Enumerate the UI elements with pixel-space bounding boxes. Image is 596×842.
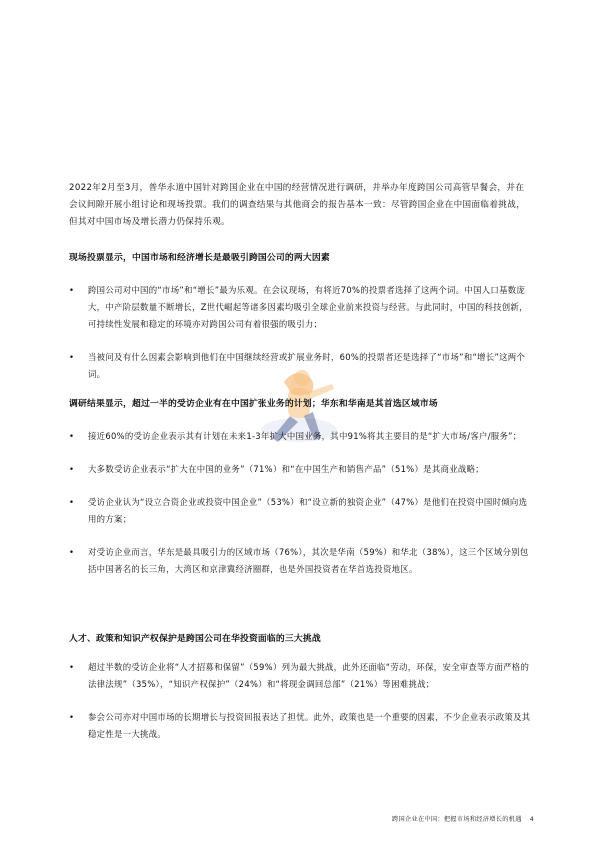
bullet-dot: •: [69, 431, 75, 441]
bullet-dot: •: [69, 712, 75, 722]
section-heading-1: 现场投票显示，中国市场和经济增长是最吸引跨国公司的两大因素: [69, 253, 330, 263]
bullet-dot: •: [69, 547, 75, 557]
section-heading-2: 调研结果显示，超过一半的受访企业有在中国扩张业务的计划；华东和华南是其首选区域市场: [69, 399, 438, 409]
bullet-item: [69, 349, 535, 383]
bullet-text: 当被问及有什么因素会影响到他们在中国继续经营或扩展业务时，60%的投票者还是选择了“市场”和“增长”这两个词。: [88, 352, 526, 379]
bullet-item: [69, 282, 535, 333]
page-footer: [392, 814, 534, 823]
bullet-text: 参会公司亦对中国市场的长期增长与投资回报表达了担忧。此外，政策也是一个重要的因素，不少企业表示政策及其稳定性是一大挑战。: [88, 712, 531, 739]
bullet-item: [69, 461, 535, 478]
bullet-dot: •: [69, 464, 75, 474]
bullet-dot: •: [69, 285, 75, 295]
bullet-item: [69, 494, 535, 528]
section-3-bullets: [69, 659, 535, 759]
section-1-bullets: [69, 282, 535, 399]
bullet-text: 对受访企业而言，华东是最具吸引力的区域市场（76%），其次是华南（59%）和华北（38%），这三个区域分别包括中国著名的长三角，大湾区和京津冀经济圈群，也是外国投资者在华首选投资地区。: [88, 547, 529, 574]
section-2-bullets: [69, 428, 535, 594]
bullet-item: [69, 659, 535, 693]
bullet-item: [69, 709, 535, 743]
bullet-dot: •: [69, 497, 75, 507]
bullet-dot: •: [69, 352, 75, 362]
bullet-dot: •: [69, 662, 75, 672]
bullet-text: 跨国公司对中国的“市场”和“增长”最为乐观。在会议现场，有将近70%的投票者选择了这两个词。中国人口基数庞大，中产阶层数量不断增长，Z世代崛起等诸多因素均吸引全球企业前来投资与经营。与此同时，中国的科技创新，可持续性发展和稳定的环境亦对跨国公司有着很强的吸引力；: [88, 285, 528, 329]
intro-paragraph: 2022年2月至3月，普华永道中国针对跨国企业在中国的经营情况进行调研，并举办年度跨国公司高管早餐会，并在会议间隙开展小组讨论和现场投票。我们的调查结果与其他商会的报告基本一致：尽管跨国企业在中国面临着挑战，但其对中国市场及增长潜力仍保持乐观。: [69, 183, 526, 227]
page-number: 4: [529, 816, 534, 823]
bullet-item: [69, 544, 535, 578]
footer-title: 跨国企业在中国：把握市场和经济增长的机遇: [392, 816, 522, 823]
bullet-text: 接近60%的受访企业表示其有计划在未来1-3年扩大中国业务，其中91%将其主要目的是“扩大市场/客户/服务”；: [88, 431, 522, 441]
bullet-text: 受访企业认为“设立合资企业或投资中国企业”（53%）和“设立新的独资企业”（47%）是他们在投资中国时倾向选用的方案；: [88, 497, 528, 524]
bullet-text: 大多数受访企业表示“扩大在中国的业务”（71%）和“在中国生产和销售产品”（51%）是其商业战略；: [88, 464, 484, 474]
bullet-item: [69, 428, 535, 445]
bullet-text: 超过半数的受访企业将“人才招募和保留”（59%）列为最大挑战，此外还面临“劳动，环保，安全审查等方面严格的法律法规”（35%），“知识产权保护”（24%）和“将现金调回总部”（21%）等困难挑战；: [88, 662, 530, 689]
section-heading-3: 人才、政策和知识产权保护是跨国公司在华投资面临的三大挑战: [69, 634, 321, 644]
